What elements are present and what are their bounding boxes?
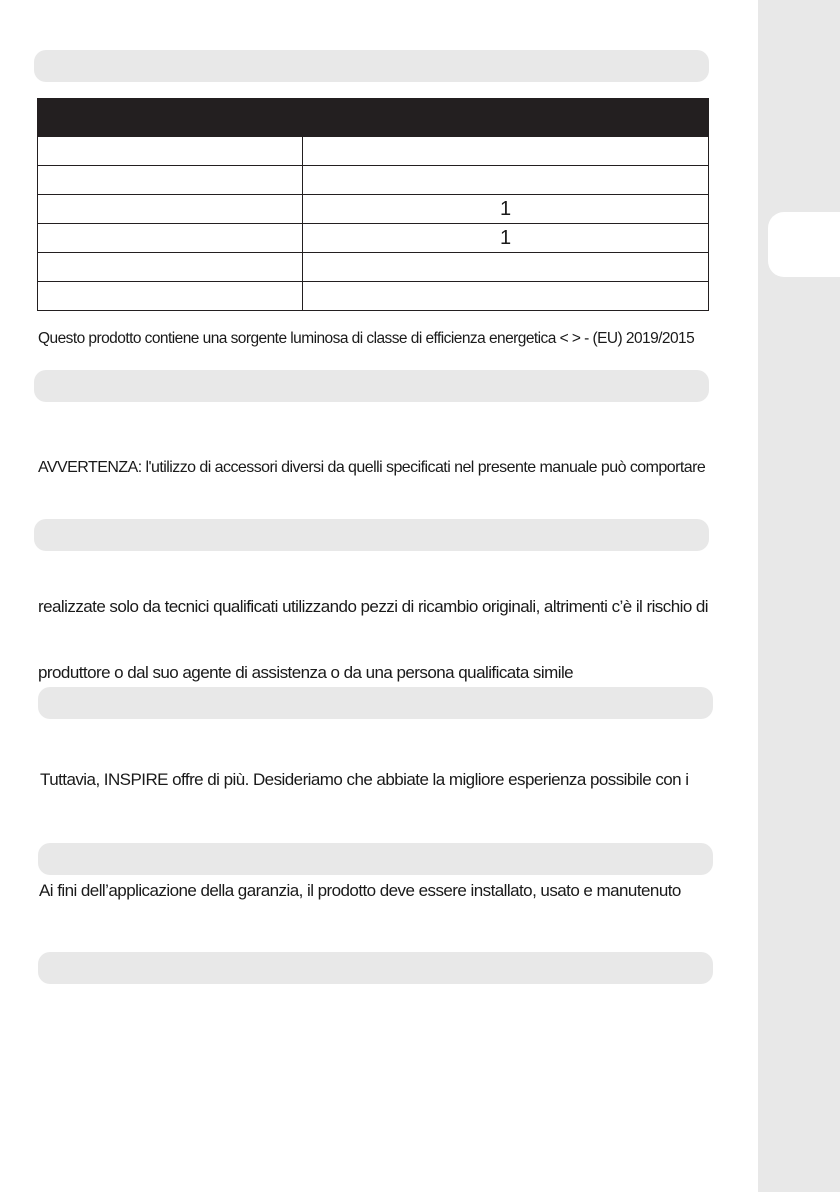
section-header-bar-2	[34, 370, 709, 402]
spec-value-cell	[303, 137, 709, 166]
repair-text-line-1: realizzate solo da tecnici qualificati utilizzando pezzi di ricambio originali, altrimenti c’è il rischio di	[38, 597, 709, 616]
spec-label-cell	[38, 224, 303, 253]
spec-label-cell	[38, 137, 303, 166]
table-row	[38, 282, 709, 311]
warranty-text: Ai fini dell’applicazione della garanzia, il prodotto deve essere installato, usato e manutenuto	[39, 881, 681, 900]
table-row	[38, 253, 709, 282]
spec-label-cell	[38, 166, 303, 195]
spec-table	[37, 98, 709, 311]
spec-value-cell	[303, 166, 709, 195]
spec-label-cell	[38, 253, 303, 282]
accessory-warning: AVVERTENZA: l'utilizzo di accessori diversi da quelli specificati nel presente manuale può comportare	[38, 459, 706, 476]
spec-table-header	[38, 99, 709, 137]
table-row	[38, 166, 709, 195]
spec-table-header-cell	[38, 99, 303, 137]
energy-class-note: Questo prodotto contiene una sorgente luminosa di classe di efficienza energetica < > - (EU) 2019/2015	[38, 330, 695, 347]
section-header-bar-3	[34, 519, 709, 551]
repair-text-line-2: produttore o dal suo agente di assistenza o da una persona qualificata simile	[38, 663, 574, 682]
language-tab	[768, 212, 840, 277]
section-header-bar-4	[38, 687, 713, 719]
section-header-bar-5	[38, 843, 713, 875]
table-row	[38, 195, 709, 224]
spec-table-header-cell	[303, 99, 709, 137]
side-margin-strip	[758, 0, 840, 1192]
spec-label-cell	[38, 282, 303, 311]
section-header-bar-6	[38, 952, 713, 984]
table-row	[38, 137, 709, 166]
section-header-bar-1	[34, 50, 709, 82]
spec-value-cell: 1	[303, 195, 709, 224]
spec-label-cell	[38, 195, 303, 224]
spec-value-cell	[303, 282, 709, 311]
spec-value-cell	[303, 253, 709, 282]
inspire-text: Tuttavia, INSPIRE offre di più. Desideriamo che abbiate la migliore esperienza possibile con i	[40, 770, 689, 789]
spec-value-cell: 1	[303, 224, 709, 253]
table-row	[38, 224, 709, 253]
